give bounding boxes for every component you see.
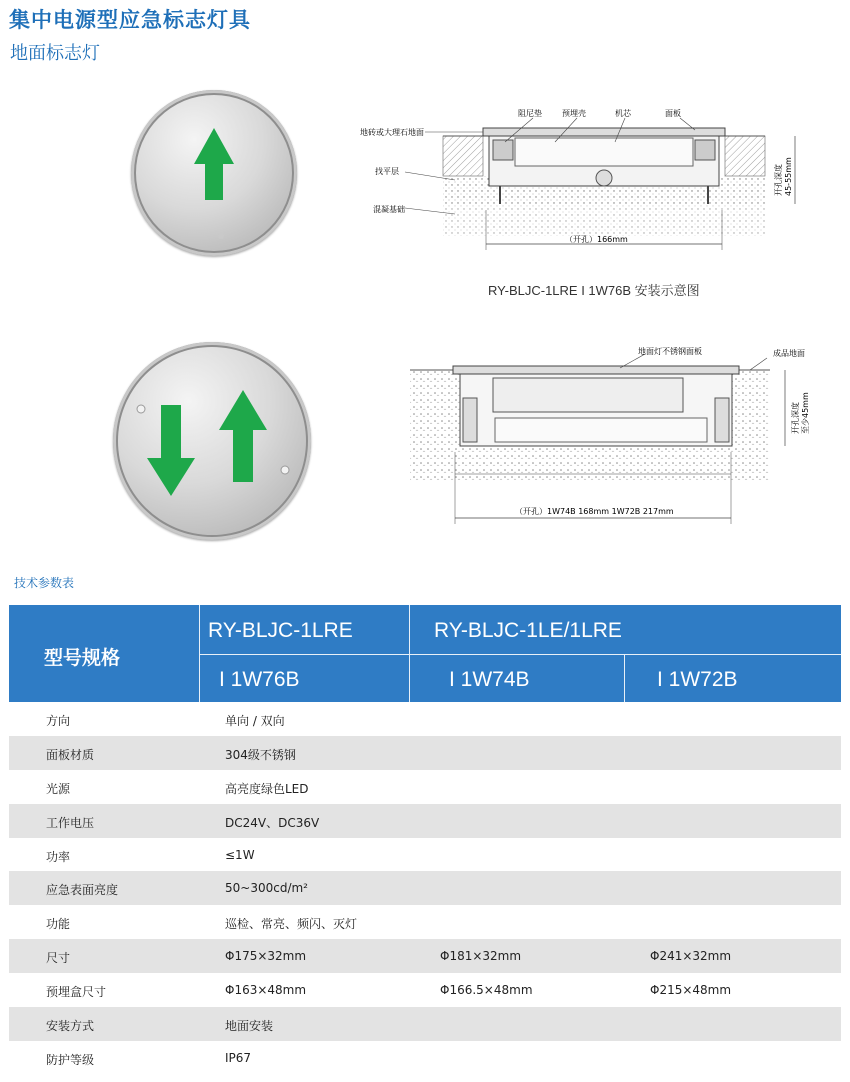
- row-value-1w76b: Φ175×32mm: [225, 949, 307, 964]
- label-damping-pad: 阻尼垫: [518, 109, 542, 118]
- table-row: [9, 1041, 841, 1075]
- header-sub-c: I 1W72B: [657, 668, 738, 691]
- label-leveling: 找平层: [375, 167, 399, 176]
- header-sub-a: I 1W76B: [219, 668, 300, 691]
- up-arrow-icon: [131, 90, 297, 256]
- table-row: [9, 804, 841, 838]
- spec-table-body: [9, 702, 841, 1075]
- row-value-1w76b: ≤1W: [225, 847, 255, 862]
- label-depth-value: 45-55mm: [784, 157, 793, 196]
- header-sub-b: I 1W74B: [449, 668, 530, 691]
- row-value-1w76b: IP67: [225, 1050, 252, 1065]
- header-model-label: 型号规格: [44, 647, 121, 669]
- row-label: 尺寸: [46, 951, 71, 966]
- table-row: [9, 770, 841, 804]
- row-label: 功率: [46, 849, 71, 864]
- header-model-b: RY-BLJC-1LE/1LRE: [434, 619, 622, 642]
- row-value-1w76b: DC24V、DC36V: [225, 815, 320, 830]
- row-value-1w74b: Φ181×32mm: [440, 949, 522, 964]
- label-opening-2: （开孔）1W74B 168mm 1W72B 217mm: [515, 507, 674, 516]
- header-model-a: RY-BLJC-1LRE: [208, 619, 353, 642]
- product-image-bidirectional: [113, 342, 311, 540]
- row-label: 应急表面亮度: [46, 883, 119, 898]
- table-row: [9, 905, 841, 939]
- header-divider: [624, 654, 625, 702]
- row-label: 防护等级: [46, 1052, 95, 1067]
- row-value-1w76b: 高亮度绿色LED: [225, 781, 309, 796]
- row-value-1w76b: 50~300cd/m²: [225, 881, 308, 896]
- page-subtitle: 地面标志灯: [10, 43, 100, 64]
- label-floor-tile: 地砖或大理石地面: [360, 128, 424, 137]
- row-label: 工作电压: [46, 815, 95, 830]
- product-image-single-direction: [131, 90, 297, 256]
- label-opening: （开孔）166mm: [565, 235, 628, 244]
- label-depth: 开孔深度: [774, 164, 783, 196]
- installation-diagram-1w74b-1w72b: [405, 342, 815, 532]
- row-label: 安装方式: [46, 1019, 95, 1034]
- row-value-1w72b: Φ215×48mm: [650, 983, 732, 998]
- header-divider: [199, 654, 841, 655]
- label-panel: 面板: [665, 109, 681, 118]
- installation-diagram-1w76b: [355, 100, 815, 280]
- row-label: 方向: [46, 714, 71, 728]
- label-preburied-shell: 预埋壳: [562, 109, 586, 118]
- row-label: 光源: [46, 781, 71, 796]
- row-label: 面板材质: [46, 747, 95, 762]
- table-row: [9, 702, 841, 736]
- table-row: [9, 871, 841, 905]
- row-value-1w76b: 304级不锈钢: [225, 747, 296, 762]
- up-down-arrows-icon: [113, 342, 311, 540]
- label-concrete: 混凝基础: [373, 205, 405, 214]
- label-core: 机芯: [615, 109, 631, 118]
- label-finished-floor: 成品地面: [773, 349, 805, 358]
- table-row: [9, 1007, 841, 1041]
- label-stainless-panel: 地面灯不锈钢面板: [638, 347, 702, 356]
- page-title: 集中电源型应急标志灯具: [9, 8, 251, 32]
- spec-section-label: 技术参数表: [14, 576, 75, 590]
- diagram-caption: RY-BLJC-1LRE I 1W76B 安装示意图: [488, 283, 700, 298]
- row-value-1w76b: 巡检、常亮、频闪、灭灯: [225, 917, 358, 932]
- label-depth-2: 开孔深度: [791, 402, 800, 434]
- row-label: 功能: [46, 917, 71, 932]
- spec-table: [9, 605, 841, 1075]
- row-label: 预埋盒尺寸: [46, 985, 107, 1000]
- row-value-1w72b: Φ241×32mm: [650, 949, 732, 964]
- table-row: [9, 838, 841, 872]
- table-row: [9, 939, 841, 973]
- row-value-1w76b: 单向 / 双向: [225, 714, 285, 728]
- spec-table-header: [9, 605, 841, 702]
- table-row: [9, 736, 841, 770]
- row-value-1w74b: Φ166.5×48mm: [440, 983, 533, 998]
- table-row: [9, 973, 841, 1007]
- row-value-1w76b: Φ163×48mm: [225, 983, 307, 998]
- label-depth-value-2: 至少45mm: [801, 392, 810, 434]
- row-value-1w76b: 地面安装: [225, 1019, 274, 1034]
